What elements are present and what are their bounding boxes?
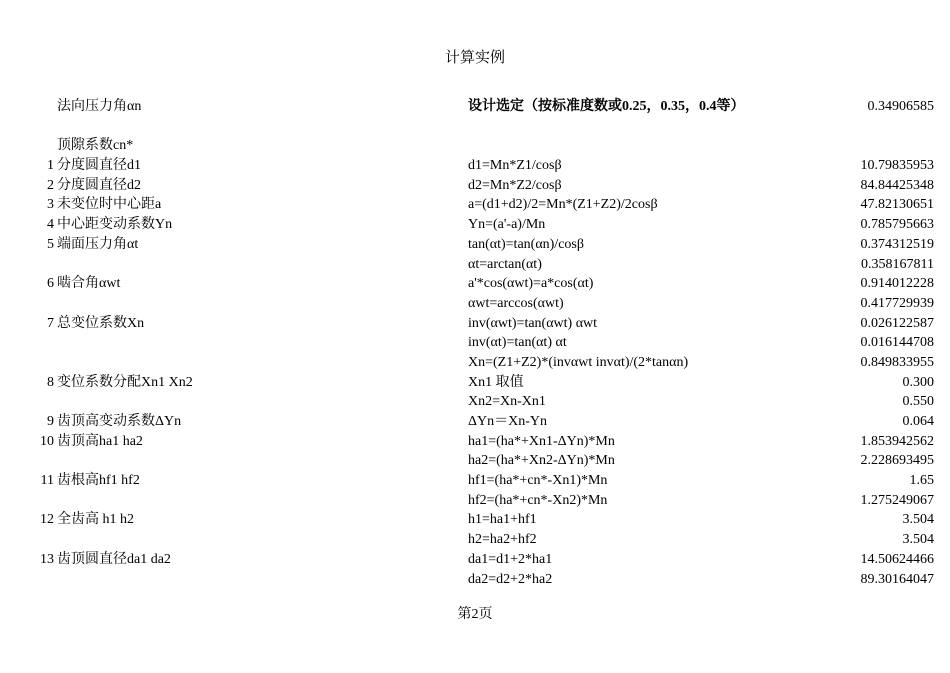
table-row (0, 215, 950, 235)
value-cell: 47.82130651 (860, 197, 934, 213)
parameter-label: 中心距变动系数Yn (57, 217, 173, 233)
value-cell: 0.064 (902, 414, 934, 430)
row-number: 2 (47, 177, 54, 193)
parameter-label: 分度圆直径d2 (57, 177, 141, 193)
value-cell: 0.849833955 (860, 354, 934, 370)
table-row (0, 412, 950, 432)
formula-cell: h2=ha2+hf2 (468, 532, 537, 548)
formula-cell: a'*cos(αwt)=a*cos(αt) (468, 276, 594, 292)
table-row (0, 136, 950, 156)
value-cell: 0.914012228 (860, 276, 934, 292)
formula-cell: 设计选定（按标准度数或0.25，0.35，0.4等） (468, 99, 745, 114)
row-number: 9 (47, 414, 54, 430)
table-row (0, 570, 950, 590)
value-cell: 0.374312519 (860, 236, 934, 252)
table-row (0, 274, 950, 294)
value-cell: 14.50624466 (860, 551, 934, 567)
row-number: 3 (47, 197, 54, 213)
row-number: 12 (40, 512, 54, 528)
value-cell: 0.785795663 (860, 217, 934, 233)
table-row (0, 314, 950, 334)
formula-cell: Yn=(a'-a)/Mn (468, 217, 546, 233)
table-row (0, 97, 950, 136)
formula-cell: a=(d1+d2)/2=Mn*(Z1+Z2)/2cosβ (468, 197, 658, 213)
page-number: 第2页 (457, 607, 493, 622)
parameter-label: 分度圆直径d1 (57, 158, 141, 174)
formula-cell: ha2=(ha*+Xn2-ΔYn)*Mn (468, 453, 615, 469)
parameter-label: 法向压力角αn (57, 99, 142, 114)
formula-cell: da2=d2+2*ha2 (468, 571, 553, 587)
table-row (0, 392, 950, 412)
value-cell: 0.300 (902, 374, 934, 390)
row-number: 7 (47, 315, 54, 331)
table-row (0, 353, 950, 373)
value-cell: 89.30164047 (860, 571, 934, 587)
table-row (0, 294, 950, 314)
calculation-table (0, 97, 950, 589)
formula-cell: αt=arctan(αt) (468, 256, 542, 272)
table-row (0, 432, 950, 452)
table-row (0, 156, 950, 176)
table-row (0, 373, 950, 393)
formula-cell: h1=ha1+hf1 (468, 512, 537, 528)
value-cell: 0.026122587 (860, 315, 934, 331)
row-number: 8 (47, 374, 54, 390)
formula-cell: αwt=arccos(αwt) (468, 295, 564, 311)
formula-cell: tan(αt)=tan(αn)/cosβ (468, 236, 584, 252)
formula-cell: d2=Mn*Z2/cosβ (468, 177, 562, 193)
table-row (0, 550, 950, 570)
formula-cell: da1=d1+2*ha1 (468, 551, 553, 567)
table-row (0, 510, 950, 530)
parameter-label: 啮合角αwt (57, 276, 121, 292)
row-number: 13 (40, 551, 54, 567)
value-cell: 84.84425348 (860, 177, 934, 193)
formula-cell: Xn1 取值 (468, 374, 524, 390)
value-cell: 0.358167811 (861, 256, 934, 272)
value-cell: 0.550 (902, 394, 934, 410)
table-row (0, 530, 950, 550)
row-number: 1 (47, 158, 54, 174)
table-row (0, 195, 950, 215)
parameter-label: 未变位时中心距a (57, 197, 162, 213)
value-cell: 0.34906585 (867, 99, 934, 114)
formula-cell: ha1=(ha*+Xn1-ΔYn)*Mn (468, 433, 615, 449)
value-cell: 3.504 (902, 512, 934, 528)
row-number: 4 (47, 217, 54, 233)
parameter-label: 齿顶高ha1 ha2 (57, 433, 143, 449)
formula-cell: ΔYn＝Xn-Yn (468, 414, 547, 430)
value-cell: 1.275249067 (860, 492, 934, 508)
formula-cell: inv(αt)=tan(αt) αt (468, 335, 567, 351)
table-row (0, 491, 950, 511)
value-cell: 10.79835953 (860, 158, 934, 174)
value-cell: 0.016144708 (860, 335, 934, 351)
value-cell: 0.417729939 (860, 295, 934, 311)
parameter-label: 全齿高 h1 h2 (57, 512, 134, 528)
table-row (0, 333, 950, 353)
formula-cell: Xn=(Z1+Z2)*(invαwt invαt)/(2*tanαn) (468, 354, 689, 370)
value-cell: 3.504 (902, 532, 934, 548)
formula-cell: hf1=(ha*+cn*-Xn1)*Mn (468, 473, 608, 489)
formula-cell: hf2=(ha*+cn*-Xn2)*Mn (468, 492, 608, 508)
parameter-label: 齿顶高变动系数ΔYn (57, 414, 182, 430)
row-number: 11 (40, 473, 54, 489)
parameter-label: 顶隙系数cn* (57, 138, 134, 154)
value-cell: 1.853942562 (860, 433, 934, 449)
row-number: 5 (47, 236, 54, 252)
table-row (0, 451, 950, 471)
formula-cell: inv(αwt)=tan(αwt) αwt (468, 315, 598, 331)
table-row (0, 176, 950, 196)
table-row (0, 255, 950, 275)
table-row (0, 471, 950, 491)
parameter-label: 齿根高hf1 hf2 (57, 473, 140, 489)
parameter-label: 变位系数分配Xn1 Xn2 (57, 374, 193, 390)
value-cell: 1.65 (909, 473, 934, 489)
parameter-label: 齿顶圆直径da1 da2 (57, 551, 171, 567)
table-row (0, 235, 950, 255)
page-title: 计算实例 (444, 50, 505, 66)
row-number: 6 (47, 276, 54, 292)
formula-cell: d1=Mn*Z1/cosβ (468, 158, 562, 174)
formula-cell: Xn2=Xn-Xn1 (468, 394, 546, 410)
parameter-label: 总变位系数Xn (57, 315, 145, 331)
parameter-label: 端面压力角αt (57, 236, 139, 252)
value-cell: 2.228693495 (860, 453, 934, 469)
row-number: 10 (40, 433, 54, 449)
